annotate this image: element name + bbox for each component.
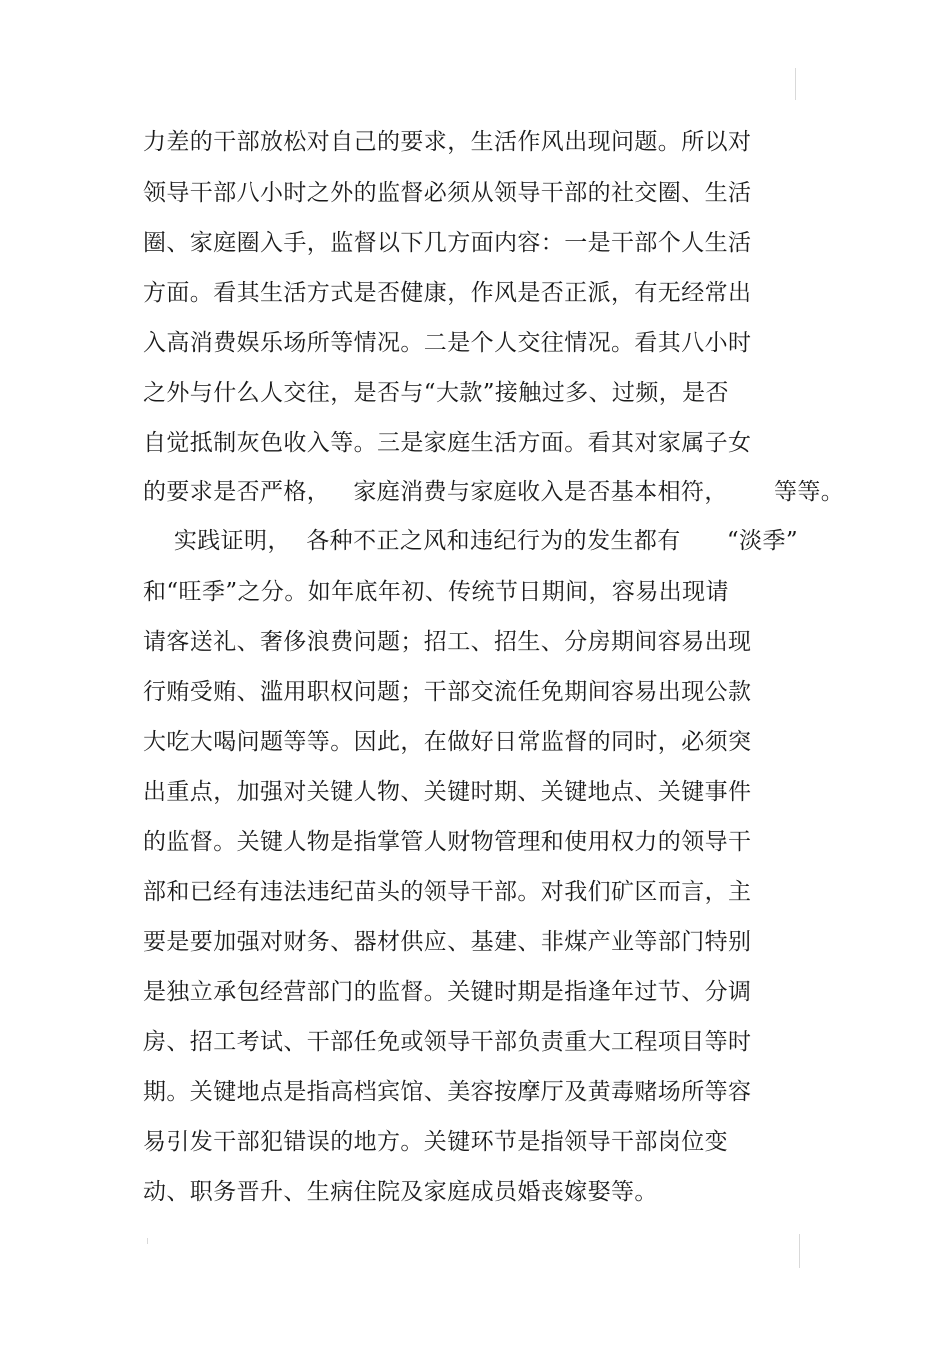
text-line: 出重点，加强对关键人物、关键时期、关键地点、关键事件 bbox=[143, 779, 752, 805]
text-line: 领导干部八小时之外的监督必须从领导干部的社交圈、生活 bbox=[143, 180, 752, 206]
text-line: 部和已经有违法违纪苗头的领导干部。对我们矿区而言，主 bbox=[143, 879, 752, 905]
text-line: 圈、家庭圈入手，监督以下几方面内容：一是干部个人生活 bbox=[143, 230, 752, 256]
text-line: 和“旺季”之分。如年底年初、传统节日期间，容易出现请 bbox=[143, 579, 729, 605]
text-line: 易引发干部犯错误的地方。关键环节是指领导干部岗位变 bbox=[143, 1129, 728, 1155]
bottom-right-margin-mark bbox=[799, 1234, 800, 1268]
text-line: 入高消费娱乐场所等情况。二是个人交往情况。看其八小时 bbox=[143, 330, 752, 356]
text-line: 自觉抵制灰色收入等。三是家庭生活方面。看其对家属子女 bbox=[143, 430, 752, 456]
text-line: 是独立承包经营部门的监督。关键时期是指逢年过节、分调 bbox=[143, 979, 752, 1005]
text-line: 期。关键地点是指高档宾馆、美容按摩厅及黄毒赌场所等容 bbox=[143, 1079, 752, 1105]
text-line: 行贿受贿、滥用职权问题；干部交流任免期间容易出现公款 bbox=[143, 679, 752, 705]
paragraph-start-line: 实践证明， 各种不正之风和违纪行为的发生都有 “淡季” bbox=[143, 528, 799, 554]
text-line: 房、招工考试、干部任免或领导干部负责重大工程项目等时 bbox=[143, 1029, 752, 1055]
text-line: 的要求是否严格， 家庭消费与家庭收入是否基本相符， 等等。 bbox=[143, 479, 845, 505]
text-line: 力差的干部放松对自己的要求，生活作风出现问题。所以对 bbox=[143, 129, 752, 155]
text-line: 动、职务晋升、生病住院及家庭成员婚丧嫁娶等。 bbox=[143, 1179, 658, 1205]
text-line: 方面。看其生活方式是否健康，作风是否正派，有无经常出 bbox=[143, 280, 752, 306]
top-right-margin-mark bbox=[795, 68, 796, 100]
text-line: 之外与什么人交往，是否与“大款”接触过多、过频，是否 bbox=[143, 380, 729, 406]
text-line: 的监督。关键人物是指掌管人财物管理和使用权力的领导干 bbox=[143, 829, 752, 855]
text-line: 请客送礼、奢侈浪费问题；招工、招生、分房期间容易出现 bbox=[143, 629, 752, 655]
text-line: 要是要加强对财务、器材供应、基建、非煤产业等部门特别 bbox=[143, 929, 752, 955]
text-line: 大吃大喝问题等等。因此，在做好日常监督的同时，必须突 bbox=[143, 729, 752, 755]
bottom-left-margin-mark bbox=[147, 1238, 148, 1244]
